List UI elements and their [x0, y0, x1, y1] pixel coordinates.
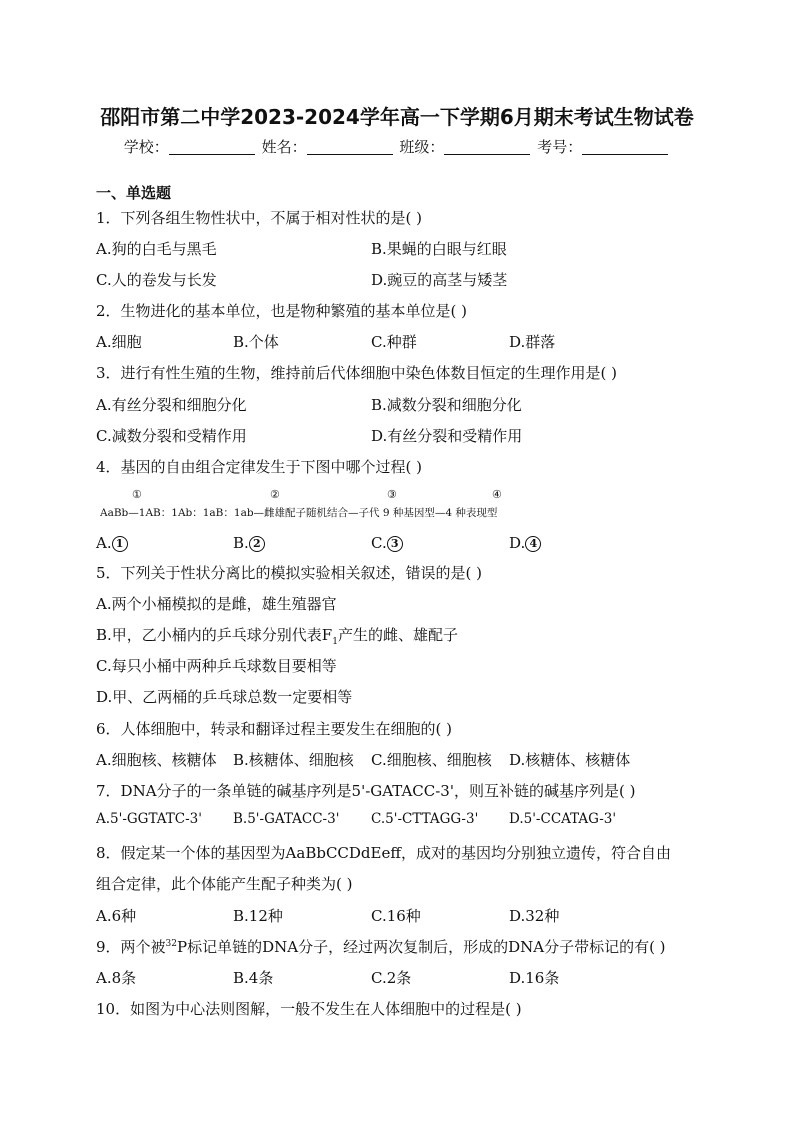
q4-option-d: [509, 534, 541, 552]
name-label: 姓名：: [261, 138, 307, 156]
q3-option-d: D.有丝分裂和受精作用: [371, 427, 523, 445]
q3-option-b: B.减数分裂和细胞分化: [371, 396, 522, 414]
q6-option-a: A.细胞核、核糖体: [96, 751, 217, 769]
q9-stem: [96, 936, 666, 957]
q2-option-a: A.细胞: [96, 333, 142, 351]
q9-option-a: A.8条: [96, 969, 137, 987]
class-blank[interactable]: [444, 140, 530, 155]
school-blank[interactable]: [169, 140, 255, 155]
school-label: 学校：: [123, 138, 169, 156]
q5-option-c: C.每只小桶中两种乒乓球数目要相等: [96, 657, 337, 675]
exam-title: 邵阳市第二中学2023-2024学年高一下学期6月期末考试生物试卷: [100, 105, 694, 129]
q2-option-b: B.个体: [233, 333, 279, 351]
q4-option-b: [233, 534, 265, 552]
q1-option-c: C.人的卷发与长发: [96, 271, 217, 289]
q3-stem: 3．进行有性生殖的生物，维持前后代体细胞中染色体数目恒定的生理作用是( ): [96, 364, 618, 382]
student-info-row: [0, 136, 794, 157]
q2-option-c: C.种群: [371, 333, 417, 351]
q4-diagram-step-1: ①: [132, 488, 142, 501]
q9-option-c: C.2条: [371, 969, 412, 987]
class-label: 班级：: [399, 138, 445, 156]
q4-option-d-mark: 4: [525, 536, 541, 552]
q7-stem: 7．DNA分子的一条单链的碱基序列是5'-GATACC-3'，则互补链的碱基序列是( ): [96, 782, 636, 800]
section-title: 一、单选题: [96, 184, 172, 202]
q6-stem: 6．人体细胞中，转录和翻译过程主要发生在细胞的( ): [96, 720, 453, 738]
q8-stem-line-1: 8．假定某一个体的基因型为AaBbCCDdEeff，成对的基因均分别独立遗传，符合自由: [96, 844, 672, 862]
q5-option-b-post: 产生的雌、雄配子: [337, 626, 458, 644]
q9-stem-sup: 32: [165, 939, 177, 949]
q6-option-c: C.细胞核、细胞核: [371, 751, 492, 769]
q4-option-a-letter: A.: [96, 534, 112, 552]
q5-option-b-pre: B.甲，乙小桶内的乒乓球分别代表F: [96, 626, 333, 644]
q8-option-c: C.16种: [371, 907, 421, 925]
q4-option-b-letter: B.: [233, 534, 249, 552]
q9-stem-pre: 9．两个被: [96, 938, 166, 956]
q4-option-c-mark: 3: [387, 536, 403, 552]
q4-diagram-step-3: ③: [387, 488, 397, 501]
q9-option-d: D.16条: [509, 969, 560, 987]
q5-stem: 5．下列关于性状分离比的模拟实验相关叙述，错误的是( ): [96, 564, 483, 582]
q1-option-d: D.豌豆的高茎与矮茎: [371, 271, 508, 289]
q5-option-d: D.甲、乙两桶的乒乓球总数一定要相等: [96, 688, 353, 706]
q8-option-d: D.32种: [509, 907, 560, 925]
exam-number-blank[interactable]: [582, 140, 668, 155]
q1-stem: 1．下列各组生物性状中，不属于相对性状的是( ): [96, 209, 423, 227]
q4-diagram: [100, 488, 700, 524]
q1-option-b: B.果蝇的白眼与红眼: [371, 240, 507, 258]
q8-option-a: A.6种: [96, 907, 137, 925]
q4-diagram-text: AaBb—1AB：1Ab：1aB：1ab—雌雄配子随机结合—子代 9 种基因型—4 种表现型: [100, 507, 498, 519]
q7-option-d: D.5'-CCATAG-3': [509, 811, 617, 827]
q8-stem-line-2: 组合定律，此个体能产生配子种类为( ): [96, 875, 353, 893]
q5-option-b: [96, 624, 458, 647]
q9-option-b: B.4条: [233, 969, 274, 987]
q4-option-d-letter: D.: [509, 534, 526, 552]
q6-option-d: D.核糖体、核糖体: [509, 751, 631, 769]
q4-option-a-mark: 1: [112, 536, 128, 552]
q3-option-c: C.减数分裂和受精作用: [96, 427, 247, 445]
q4-stem: 4．基因的自由组合定律发生于下图中哪个过程( ): [96, 458, 423, 476]
q5-option-a: A.两个小桶模拟的是雌，雄生殖器官: [96, 595, 337, 613]
q2-stem: 2．生物进化的基本单位，也是物种繁殖的基本单位是( ): [96, 302, 468, 320]
q2-option-d: D.群落: [509, 333, 556, 351]
q5-option-b-sub: 1: [332, 637, 338, 647]
q7-option-b: B.5'-GATACC-3': [233, 811, 340, 827]
name-blank[interactable]: [307, 140, 393, 155]
q6-option-b: B.核糖体、细胞核: [233, 751, 354, 769]
q7-option-c: C.5'-CTTAGG-3': [371, 811, 479, 827]
q8-option-b: B.12种: [233, 907, 283, 925]
q4-option-c-letter: C.: [371, 534, 387, 552]
q4-option-c: [371, 534, 403, 552]
q4-option-b-mark: 2: [249, 536, 265, 552]
q4-diagram-step-4: ④: [492, 488, 502, 501]
q7-option-a: A.5'-GGTATC-3': [96, 811, 202, 827]
q4-option-a: [96, 534, 128, 552]
q1-option-a: A.狗的白毛与黑毛: [96, 240, 217, 258]
q9-stem-post: P标记单链的DNA分子，经过两次复制后，形成的DNA分子带标记的有( ): [177, 938, 666, 956]
q3-option-a: A.有丝分裂和细胞分化: [96, 396, 247, 414]
exam-number-label: 考号：: [537, 138, 583, 156]
q4-diagram-step-2: ②: [270, 488, 280, 501]
q10-stem: 10．如图为中心法则图解，一般不发生在人体细胞中的过程是( ): [96, 1000, 522, 1018]
